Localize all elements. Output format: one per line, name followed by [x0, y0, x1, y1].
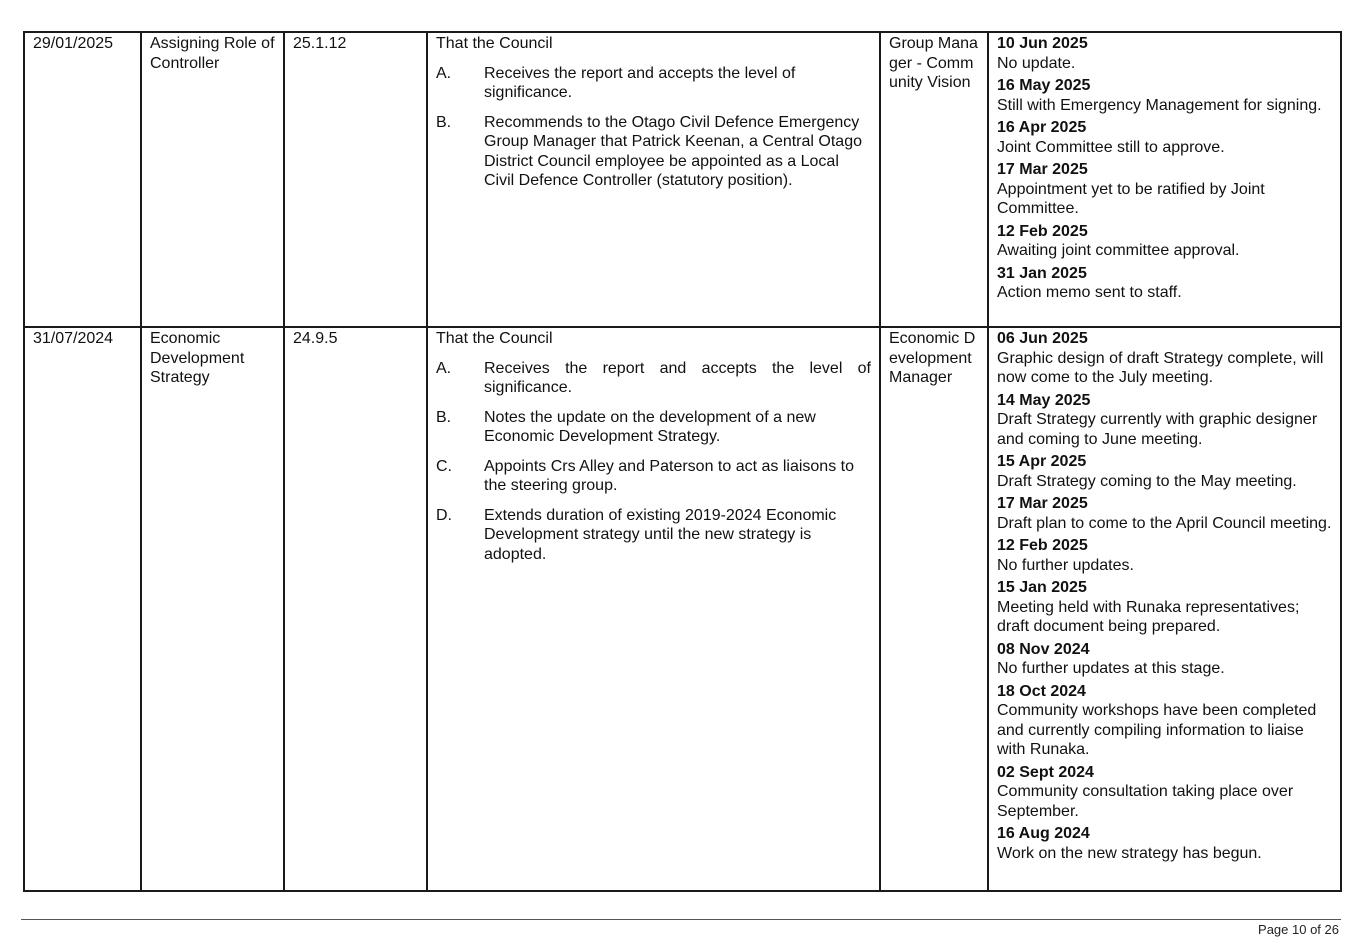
update-date: 12 Feb 2025: [997, 222, 1088, 240]
clause-letter: A.: [436, 64, 452, 82]
status-update: [997, 264, 1332, 303]
page-number: Page 10 of 26: [1258, 922, 1339, 937]
clause-text: Appoints Crs Alley and Paterson to act as liaisons to the steering group.: [484, 457, 854, 494]
update-date: 15 Jan 2025: [997, 579, 1087, 596]
update-note: No further updates.: [997, 556, 1134, 574]
update-note: Graphic design of draft Strategy complete, will now come to the July meeting.: [997, 349, 1324, 386]
clause-text: Extends duration of existing 2019-2024 Economic Development strategy until the new strategy is adopted.: [484, 506, 837, 563]
update-note: No update.: [997, 54, 1076, 72]
update-date: 17 Mar 2025: [997, 161, 1088, 178]
meeting-date-cell: 29/01/2025: [24, 32, 141, 327]
resolution-clause: [436, 506, 871, 565]
update-date: 14 May 2025: [997, 391, 1091, 409]
update-note: Draft Strategy coming to the May meeting.: [997, 472, 1297, 490]
resolution-clause: [436, 64, 871, 103]
action-table: [23, 31, 1342, 892]
responsible-officer-cell: Group Manager - Community Vision: [880, 32, 988, 327]
resolution-clause: [436, 113, 871, 191]
clause-text: Notes the update on the development of a new Economic Development Strategy.: [484, 408, 816, 445]
resolution-cell: [427, 32, 880, 327]
update-note: Draft Strategy currently with graphic designer and coming to June meeting.: [997, 411, 1318, 448]
status-update: [997, 824, 1332, 863]
update-note: Appointment yet to be ratified by Joint Committee.: [997, 180, 1265, 217]
status-update: [997, 222, 1332, 261]
resolution-intro: That the Council: [436, 35, 553, 52]
footer-divider: [21, 919, 1341, 920]
update-date: 31 Jan 2025: [997, 264, 1087, 282]
status-update: [997, 494, 1332, 533]
update-date: 17 Mar 2025: [997, 495, 1088, 512]
status-update: [997, 452, 1332, 491]
resolution-clause: [436, 359, 871, 398]
resolution-clauses: [436, 359, 871, 565]
update-note: Work on the new strategy has begun.: [997, 844, 1262, 862]
clause-letter: B.: [436, 408, 452, 426]
status-updates-cell: [988, 327, 1341, 891]
update-note: Joint Committee still to approve.: [997, 138, 1225, 156]
meeting-date-cell: 31/07/2024: [24, 327, 141, 891]
clause-letter: D.: [436, 506, 452, 524]
update-date: 18 Oct 2024: [997, 682, 1086, 700]
status-update: [997, 763, 1332, 822]
update-note: No further updates at this stage.: [997, 660, 1225, 677]
update-date: 16 May 2025: [997, 77, 1091, 94]
update-date: 12 Feb 2025: [997, 537, 1088, 554]
clause-text: Receives the report and accepts the level of significance.: [484, 359, 871, 396]
table-row: [24, 327, 1341, 891]
resolution-clause: [436, 457, 871, 496]
item-title-cell: Assigning Role of Controller: [141, 32, 284, 327]
update-note: Draft plan to come to the April Council meeting.: [997, 514, 1332, 532]
update-date: 16 Aug 2024: [997, 825, 1090, 842]
status-update: [997, 578, 1332, 637]
status-update: [997, 391, 1332, 450]
status-update: [997, 682, 1332, 760]
update-date: 08 Nov 2024: [997, 640, 1090, 658]
status-update: [997, 118, 1332, 157]
update-date: 16 Apr 2025: [997, 119, 1087, 136]
status-update: [997, 640, 1332, 679]
status-update: [997, 329, 1332, 388]
status-update: [997, 76, 1332, 115]
responsible-officer-cell: Economic Development Manager: [880, 327, 988, 891]
resolution-intro: That the Council: [436, 330, 553, 347]
item-title-cell: Economic Development Strategy: [141, 327, 284, 891]
clause-letter: A.: [436, 359, 452, 377]
status-update: [997, 536, 1332, 575]
update-note: Action memo sent to staff.: [997, 284, 1182, 301]
clause-text: Recommends to the Otago Civil Defence Emergency Group Manager that Patrick Keenan, a Central Otago District Council employee be appointed as a Local Civil Defence Controller (statutory position).: [484, 113, 862, 189]
status-updates-cell: [988, 32, 1341, 327]
status-update: [997, 160, 1332, 219]
clause-letter: B.: [436, 113, 452, 131]
status-update: [997, 34, 1332, 73]
clause-letter: C.: [436, 457, 452, 475]
update-date: 10 Jun 2025: [997, 35, 1088, 52]
update-note: Community consultation taking place over September.: [997, 783, 1294, 820]
resolution-ref-cell: 25.1.12: [284, 32, 427, 327]
resolution-clauses: [436, 64, 871, 191]
update-date: 15 Apr 2025: [997, 453, 1087, 470]
update-date: 06 Jun 2025: [997, 330, 1088, 347]
update-note: Meeting held with Runaka representatives; draft document being prepared.: [997, 598, 1300, 635]
resolution-clause: [436, 408, 871, 447]
update-date: 02 Sept 2024: [997, 763, 1094, 781]
resolution-ref-cell: 24.9.5: [284, 327, 427, 891]
update-note: Still with Emergency Management for signing.: [997, 96, 1322, 114]
table-row: [24, 32, 1341, 327]
clause-text: Receives the report and accepts the level of significance.: [484, 64, 796, 101]
resolution-cell: [427, 327, 880, 891]
update-note: Awaiting joint committee approval.: [997, 242, 1240, 259]
update-note: Community workshops have been completed and currently compiling information to liaise with Runaka.: [997, 702, 1317, 758]
